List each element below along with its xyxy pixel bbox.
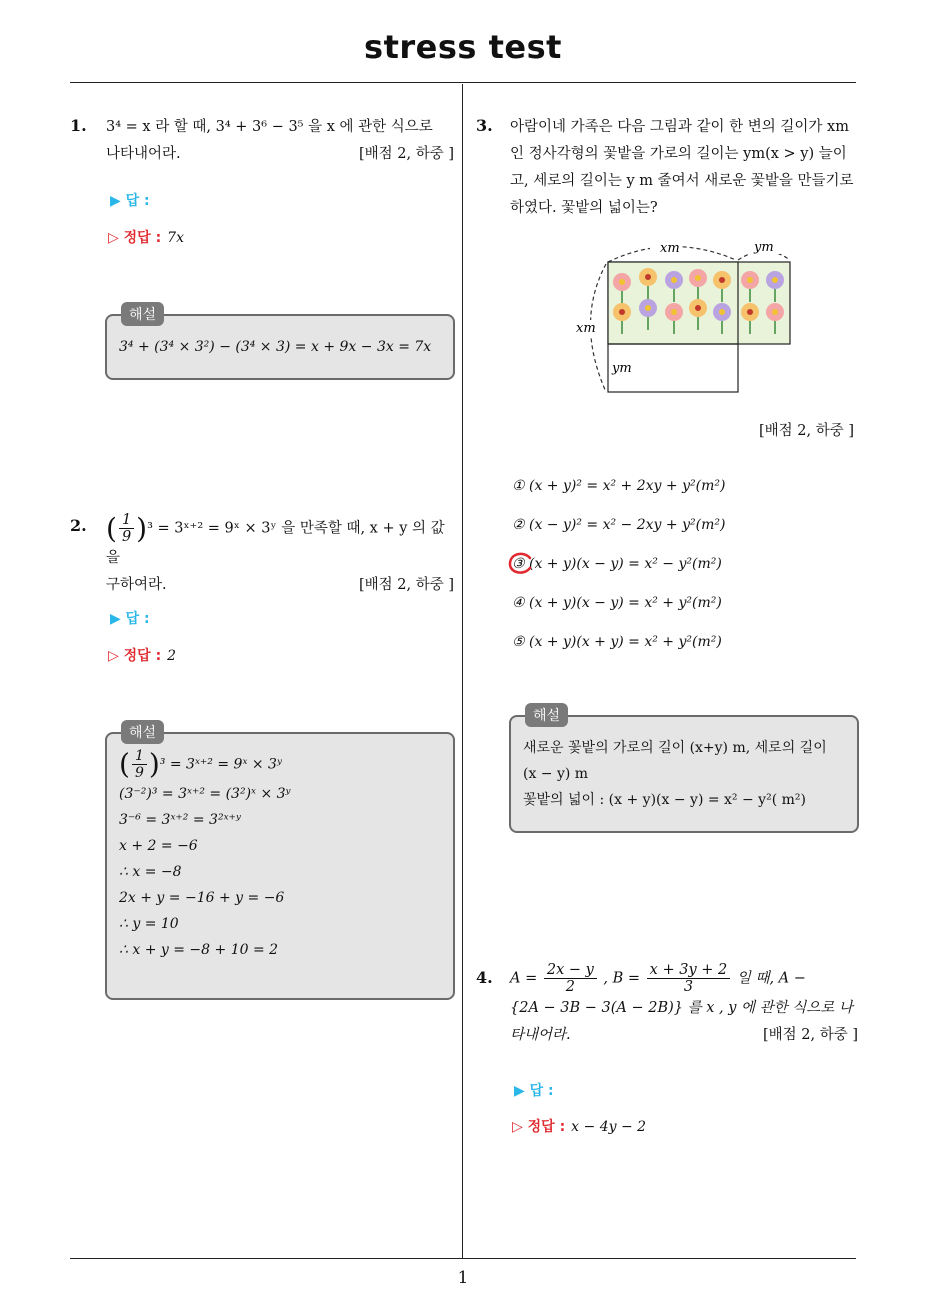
question-3-score: [배점 2, 하중 ] (758, 423, 854, 439)
explanation-tag: 해설 (121, 302, 164, 326)
question-1-text (106, 114, 454, 168)
correct-label: ▷ 정답 : (108, 648, 162, 664)
question-4-answer-label: ▶ 답 : (514, 1083, 554, 1099)
question-2-text: ( $\frac{1}{9}$ )³ = 3ˣ⁺² = 9ˣ × 3ʸ 을 만족할 때, x + y 의 값을 구하여라. [배점 2, 하중 ] (106, 512, 454, 599)
question-2-line-2: 구하여라. (106, 577, 167, 593)
explanation-line: (x − y) m (523, 766, 589, 782)
question-1-number: 1. (70, 116, 87, 135)
question-3-line: 하였다. 꽃밭의 넓이는? (510, 200, 658, 216)
footer-rule (70, 1258, 856, 1259)
fraction-numerator: 2x − y (544, 962, 597, 979)
question-2-correct-answer: 2 (167, 648, 177, 664)
question-2-line-1: ³ = 3ˣ⁺² = 9ˣ × 3ʸ 을 만족할 때, x + y 의 값을 (106, 520, 445, 566)
fraction-numerator: 1 (119, 512, 134, 529)
question-4-text (510, 962, 858, 1049)
question-4-number: 4. (476, 968, 493, 987)
fraction-denominator: 2 (565, 979, 575, 995)
question-2-answer-label: ▶ 답 : (110, 611, 150, 627)
explanation-tag: 해설 (525, 703, 568, 727)
figure-label-y-left: ym (612, 361, 632, 376)
explanation-line: ∴ y = 10 (119, 916, 179, 932)
explanation-line: 꽃밭의 넓이 : (x + y)(x − y) = x² − y²( m²) (523, 792, 806, 808)
figure-label-y-top: ym (754, 240, 774, 255)
question-4-a-label: A = (510, 970, 538, 987)
explanation-line: (3⁻²)³ = 3ˣ⁺² = (3²)ˣ × 3ʸ (119, 786, 291, 802)
explanation-line: 3⁴ + (3⁴ × 3²) − (3⁴ × 3) = x + 9x − 3x = 7x (119, 339, 432, 355)
explanation-tag: 해설 (121, 720, 164, 744)
question-3-explanation (509, 708, 859, 833)
question-2-correct-row (108, 645, 176, 665)
question-1-correct-answer: 7x (167, 230, 184, 246)
question-4-correct-row (512, 1116, 646, 1136)
question-3-line: 인 정사각형의 꽃밭을 가로의 길이는 ym(x > y) 늘이 (510, 146, 847, 162)
explanation-line: 2x + y = −16 + y = −6 (119, 890, 285, 906)
choice-1[interactable]: ① (x + y)² = x² + 2xy + y²(m²) (512, 478, 726, 494)
question-1-line-2: 나타내어라. (106, 146, 181, 162)
question-1-answer-label: ▶ 답 : (110, 193, 150, 209)
question-2-explanation (105, 725, 455, 1000)
question-4-correct-answer: x − 4y − 2 (571, 1119, 647, 1135)
choice-4[interactable]: ④ (x + y)(x − y) = x² + y²(m²) (512, 595, 722, 611)
question-3-text (510, 114, 858, 222)
question-2-score: [배점 2, 하중 ] (358, 577, 454, 593)
explanation-line: 3⁻⁶ = 3ˣ⁺² = 3²ˣ⁺ʸ (119, 812, 241, 828)
explanation-line: 새로운 꽃밭의 가로의 길이 (x+y) m, 세로의 길이 (523, 740, 827, 756)
question-4-b-label: , B = (603, 970, 641, 987)
explanation-line: x + 2 = −6 (119, 838, 198, 854)
correct-label: ▷ 정답 : (108, 230, 162, 246)
figure-label-x-left: xm (576, 321, 596, 336)
fraction-numerator: x + 3y + 2 (647, 962, 731, 979)
explanation-line: ( $\frac{1}{9}$ )³ = 3ˣ⁺² = 9ˣ × 3ʸ (119, 747, 282, 781)
question-3-line: 고, 세로의 길이는 y m 줄여서 새로운 꽃밭을 만들기로 (510, 173, 854, 189)
explanation-line: ∴ x + y = −8 + 10 = 2 (119, 942, 279, 958)
question-3-line: 아람이네 가족은 다음 그림과 같이 한 변의 길이가 xm (510, 119, 849, 135)
choice-5[interactable]: ⑤ (x + y)(x + y) = x² + y²(m²) (512, 634, 722, 650)
question-1-score: [배점 2, 하중 ] (358, 146, 454, 162)
column-divider (462, 84, 463, 1258)
question-1-correct-row (108, 227, 184, 247)
correct-label: ▷ 정답 : (512, 1119, 566, 1135)
selected-choice-circle-mark (506, 550, 536, 578)
question-2-number: 2. (70, 516, 87, 535)
flower-garden-figure (570, 232, 810, 402)
question-1-explanation (105, 307, 455, 380)
page-number: 1 (457, 1268, 469, 1288)
question-4-score: [배점 2, 하중 ] (762, 1027, 858, 1043)
figure-label-x-top: xm (660, 241, 680, 256)
choice-3[interactable]: ③ (x + y)(x − y) = x² − y²(m²) (512, 556, 722, 572)
choice-2[interactable]: ② (x − y)² = x² − 2xy + y²(m²) (512, 517, 726, 533)
question-4-tail: 일 때, A − (736, 970, 806, 987)
question-1-line-1: 3⁴ = x 라 할 때, 3⁴ + 3⁶ − 3⁵ 을 x 에 관한 식으로 (106, 119, 433, 135)
question-3-number: 3. (476, 116, 493, 135)
page-title: stress test (364, 28, 562, 66)
header-rule (70, 82, 856, 83)
question-4-line-3: 타내어라. (510, 1027, 571, 1043)
fraction-denominator: 9 (121, 529, 132, 545)
explanation-line: ∴ x = −8 (119, 864, 182, 880)
question-4-line-2: {2A − 3B − 3(A − 2B)} 를 x , y 에 관한 식으로 나 (510, 1000, 853, 1016)
fraction-denominator: 3 (683, 979, 694, 995)
